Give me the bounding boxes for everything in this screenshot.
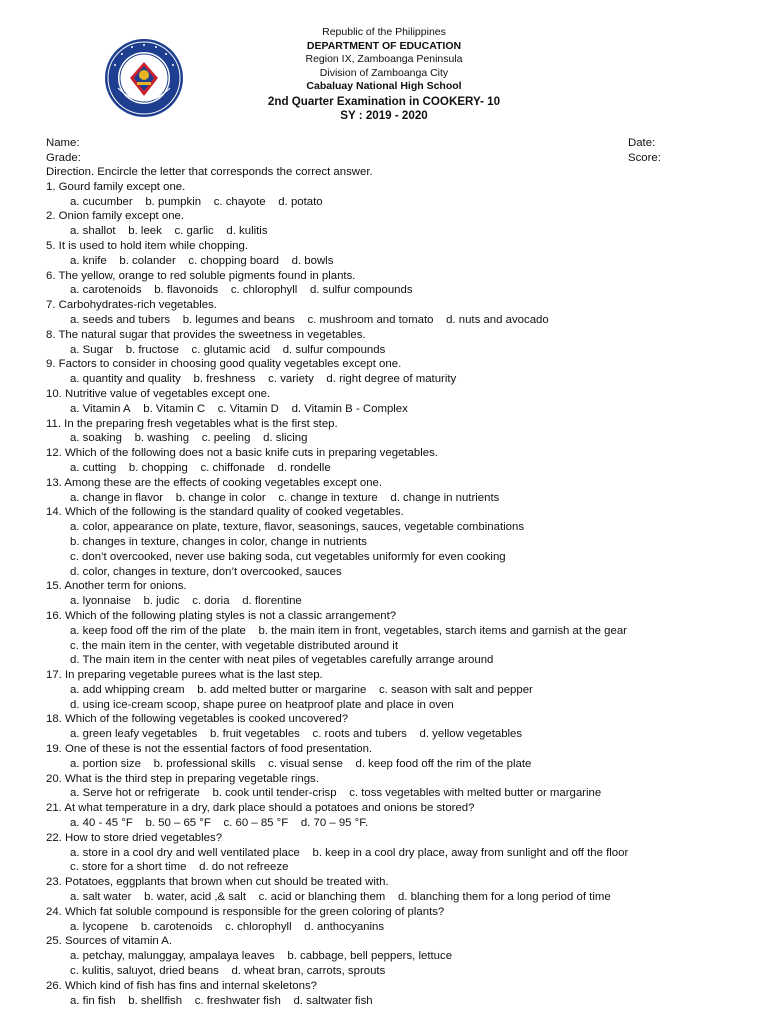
answer-options: a. lyonnaise b. judic c. doria d. florentine bbox=[70, 595, 302, 608]
grade-label: Grade: bbox=[46, 151, 81, 164]
question-text: 18. Which of the following vegetables is cooked uncovered? bbox=[46, 713, 349, 726]
name-label: Name: bbox=[46, 137, 80, 149]
answer-options: d. using ice-cream scoop, shape puree on heatproof plate and place in oven bbox=[70, 698, 454, 711]
question-text: 23. Potatoes, eggplants that brown when cut should be treated with. bbox=[46, 876, 389, 889]
school-line: Cabaluay National High School bbox=[306, 80, 462, 93]
exam-title: 2nd Quarter Examination in COOKERY- 10 bbox=[267, 95, 501, 108]
answer-options: a. salt water b. water, acid ,& salt c. acid or blanching them d. blanching them for a long period of time bbox=[70, 891, 611, 904]
question-text: 26. Which kind of fish has fins and internal skeletons? bbox=[46, 979, 317, 992]
question-text: 7. Carbohydrates-rich vegetables. bbox=[46, 299, 217, 312]
answer-options: a. cucumber b. pumpkin c. chayote d. potato bbox=[70, 195, 323, 208]
answer-options: a. knife b. colander c. chopping board d. bowls bbox=[70, 254, 334, 267]
score-label: Score: bbox=[628, 151, 661, 164]
question-text: 12. Which of the following does not a basic knife cuts in preparing vegetables. bbox=[46, 447, 438, 460]
answer-options: b. changes in texture, changes in color, change in nutrients bbox=[70, 535, 367, 548]
question-text: 1. Gourd family except one. bbox=[46, 180, 186, 193]
answer-options: c. don’t overcooked, never use baking soda, cut vegetables uniformly for even cooking bbox=[70, 550, 506, 563]
division-line: Division of Zamboanga City bbox=[319, 66, 449, 79]
date-label: Date: bbox=[628, 137, 656, 149]
question-text: 13. Among these are the effects of cooking vegetables except one. bbox=[46, 476, 383, 489]
region-line: Region IX, Zamboanga Peninsula bbox=[305, 53, 463, 66]
question-text: 6. The yellow, orange to red soluble pigments found in plants. bbox=[46, 269, 356, 282]
answer-options: a. fin fish b. shellfish c. freshwater fish d. saltwater fish bbox=[70, 994, 373, 1007]
question-text: 8. The natural sugar that provides the sweetness in vegetables. bbox=[46, 328, 366, 341]
answer-options: a. keep food off the rim of the plate b. the main item in front, vegetables, starch items and garnish at the gear bbox=[70, 624, 627, 637]
question-text: 10. Nutritive value of vegetables except one. bbox=[46, 387, 271, 400]
answer-options: c. kulitis, saluyot, dried beans d. wheat bran, carrots, sprouts bbox=[70, 965, 386, 978]
answer-options: a. Sugar b. fructose c. glutamic acid d. sulfur compounds bbox=[70, 343, 386, 356]
question-text: 14. Which of the following is the standard quality of cooked vegetables. bbox=[46, 506, 404, 519]
question-list bbox=[46, 165, 746, 1008]
answer-options: c. the main item in the center, with vegetable distributed around it bbox=[70, 639, 398, 652]
answer-options: a. change in flavor b. change in color c. change in texture d. change in nutrients bbox=[70, 491, 500, 504]
answer-options: a. Vitamin A b. Vitamin C c. Vitamin D d. Vitamin B - Complex bbox=[70, 402, 408, 415]
answer-options: a. color, appearance on plate, texture, flavor, seasonings, sauces, vegetable combinations bbox=[70, 521, 525, 534]
question-text: 2. Onion family except one. bbox=[46, 210, 185, 223]
question-text: 5. It is used to hold item while chopping. bbox=[46, 239, 248, 252]
exam-title-block bbox=[0, 95, 768, 123]
answer-options: a. store in a cool dry and well ventilated place b. keep in a cool dry place, away from sunlight and off the floor bbox=[70, 846, 629, 859]
answer-options: a. quantity and quality b. freshness c. variety d. right degree of maturity bbox=[70, 373, 457, 386]
answer-options: a. carotenoids b. flavonoids c. chlorophyll d. sulfur compounds bbox=[70, 284, 413, 297]
answer-options: a. add whipping cream b. add melted butter or margarine c. season with salt and pepper bbox=[70, 683, 533, 696]
answer-options: a. green leafy vegetables b. fruit vegetables c. roots and tubers d. yellow vegetables bbox=[70, 728, 523, 741]
answer-options: a. shallot b. leek c. garlic d. kulitis bbox=[70, 225, 268, 238]
answer-options: a. seeds and tubers b. legumes and beans c. mushroom and tomato d. nuts and avocado bbox=[70, 313, 549, 326]
letterhead bbox=[0, 26, 768, 94]
answer-options: a. portion size b. professional skills c. visual sense d. keep food off the rim of the plate bbox=[70, 757, 532, 770]
answer-options: a. Serve hot or refrigerate b. cook until tender-crisp c. toss vegetables with melted butter or margarine bbox=[70, 787, 602, 800]
question-text: 9. Factors to consider in choosing good quality vegetables except one. bbox=[46, 358, 402, 371]
answer-options: a. lycopene b. carotenoids c. chlorophyll d. anthocyanins bbox=[70, 920, 385, 933]
answer-options: a. 40 - 45 °F b. 50 – 65 °F c. 60 – 85 °F d. 70 – 95 °F. bbox=[70, 817, 369, 830]
question-text: 21. At what temperature in a dry, dark place should a potatoes and onions be stored? bbox=[46, 802, 475, 815]
department-line: DEPARTMENT OF EDUCATION bbox=[306, 39, 462, 52]
question-text: 17. In preparing vegetable purees what is the last step. bbox=[46, 669, 323, 682]
question-text: 20. What is the third step in preparing vegetable rings. bbox=[46, 772, 319, 785]
school-year: SY : 2019 - 2020 bbox=[340, 109, 428, 122]
question-text: 25. Sources of vitamin A. bbox=[46, 935, 172, 948]
question-text: 11. In the preparing fresh vegetables what is the first step. bbox=[46, 417, 338, 430]
question-text: 24. Which fat soluble compound is responsible for the green coloring of plants? bbox=[46, 905, 445, 918]
direction-text: Direction. Encircle the letter that corresponds the correct answer. bbox=[46, 166, 373, 178]
question-text: 19. One of these is not the essential factors of food presentation. bbox=[46, 743, 373, 756]
question-text: 15. Another term for onions. bbox=[46, 580, 187, 593]
republic-line: Republic of the Philippines bbox=[322, 26, 446, 38]
question-text: 22. How to store dried vegetables? bbox=[46, 831, 223, 844]
answer-options: d. The main item in the center with neat piles of vegetables carefully arrange around bbox=[70, 654, 494, 667]
answer-options: a. petchay, malunggay, ampalaya leaves b. cabbage, bell peppers, lettuce bbox=[70, 950, 453, 963]
student-info bbox=[46, 136, 726, 166]
answer-options: a. cutting b. chopping c. chiffonade d. rondelle bbox=[70, 461, 331, 474]
answer-options: c. store for a short time d. do not refreeze bbox=[70, 861, 289, 874]
answer-options: d. color, changes in texture, don’t overcooked, sauces bbox=[70, 565, 342, 578]
answer-options: a. soaking b. washing c. peeling d. slicing bbox=[70, 432, 308, 445]
question-text: 16. Which of the following plating styles is not a classic arrangement? bbox=[46, 609, 397, 622]
